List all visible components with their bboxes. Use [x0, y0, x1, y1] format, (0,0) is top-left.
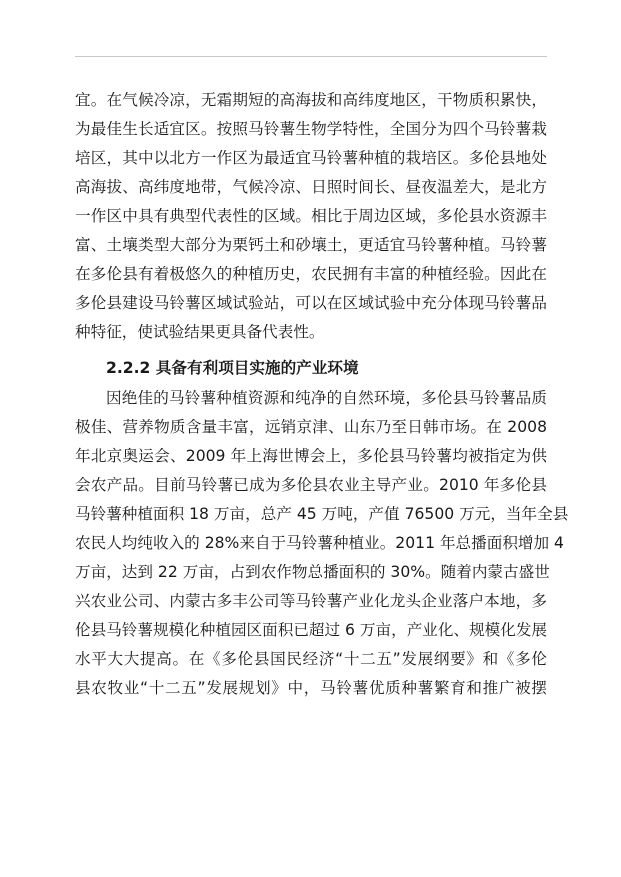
paragraph1-line: 培区，其中以北方一作区为最适宜马铃薯种植的栽培区。多伦县地处	[75, 149, 547, 167]
paragraph1-line: 多伦县建设马铃薯区域试验站，可以在区域试验中充分体现马铃薯品	[75, 294, 547, 312]
paragraph2-line: 兴农业公司、内蒙古多丰公司等马铃薯产业化龙头企业落户本地，多	[75, 592, 547, 610]
paragraph1-line: 高海拔、高纬度地带，气候冷凉、日照时间长、昼夜温差大，是北方	[75, 178, 547, 196]
paragraph2-line: 马铃薯种植面积 18 万亩，总产 45 万吨，产值 76500 万元，当年全县	[75, 505, 569, 523]
paragraph2-line: 水平大大提高。在《多伦县国民经济“十二五”发展纲要》和《多伦	[75, 650, 547, 668]
section-heading: 2.2.2 具备有利项目实施的产业环境	[106, 359, 359, 377]
paragraph2-line: 农民人均纯收入的 28%来自于马铃薯种植业。2011 年总播面积增加 4	[75, 534, 564, 552]
paragraph1-line: 宜。在气候冷凉，无霜期短的高海拔和高纬度地区，干物质积累快，	[75, 91, 547, 109]
paragraph1-line: 在多伦县有着极悠久的种植历史，农民拥有丰富的种植经验。因此在	[75, 265, 547, 283]
paragraph1-line: 为最佳生长适宜区。按照马铃薯生物学特性，全国分为四个马铃薯栽	[75, 120, 547, 138]
paragraph2-line: 极佳、营养物质含量丰富，远销京津、山东乃至日韩市场。在 2008	[75, 418, 547, 436]
paragraph2-line: 因绝佳的马铃薯种植资源和纯净的自然环境，多伦县马铃薯品质	[106, 389, 547, 407]
paragraph1-line: 种特征，使试验结果更具备代表性。	[75, 323, 325, 341]
paragraph1-line: 富、土壤类型大部分为栗钙土和砂壤土，更适宜马铃薯种植。马铃薯	[75, 236, 547, 254]
header-rule	[75, 56, 547, 57]
paragraph1-line: 一作区中具有典型代表性的区域。相比于周边区域，多伦县水资源丰	[75, 207, 547, 225]
paragraph2-line: 年北京奥运会、2009 年上海世博会上，多伦县马铃薯均被指定为供	[75, 447, 547, 465]
paragraph2-line: 伦县马铃薯规模化种植园区面积已超过 6 万亩，产业化、规模化发展	[75, 621, 548, 639]
paragraph2-line: 会农产品。目前马铃薯已成为多伦县农业主导产业。2010 年多伦县	[75, 476, 547, 494]
paragraph2-line: 县农牧业“十二五”发展规划》中，马铃薯优质种薯繁育和推广被摆	[75, 679, 547, 697]
paragraph2-line: 万亩，达到 22 万亩，占到农作物总播面积的 30%。随着内蒙古盛世	[75, 563, 550, 581]
